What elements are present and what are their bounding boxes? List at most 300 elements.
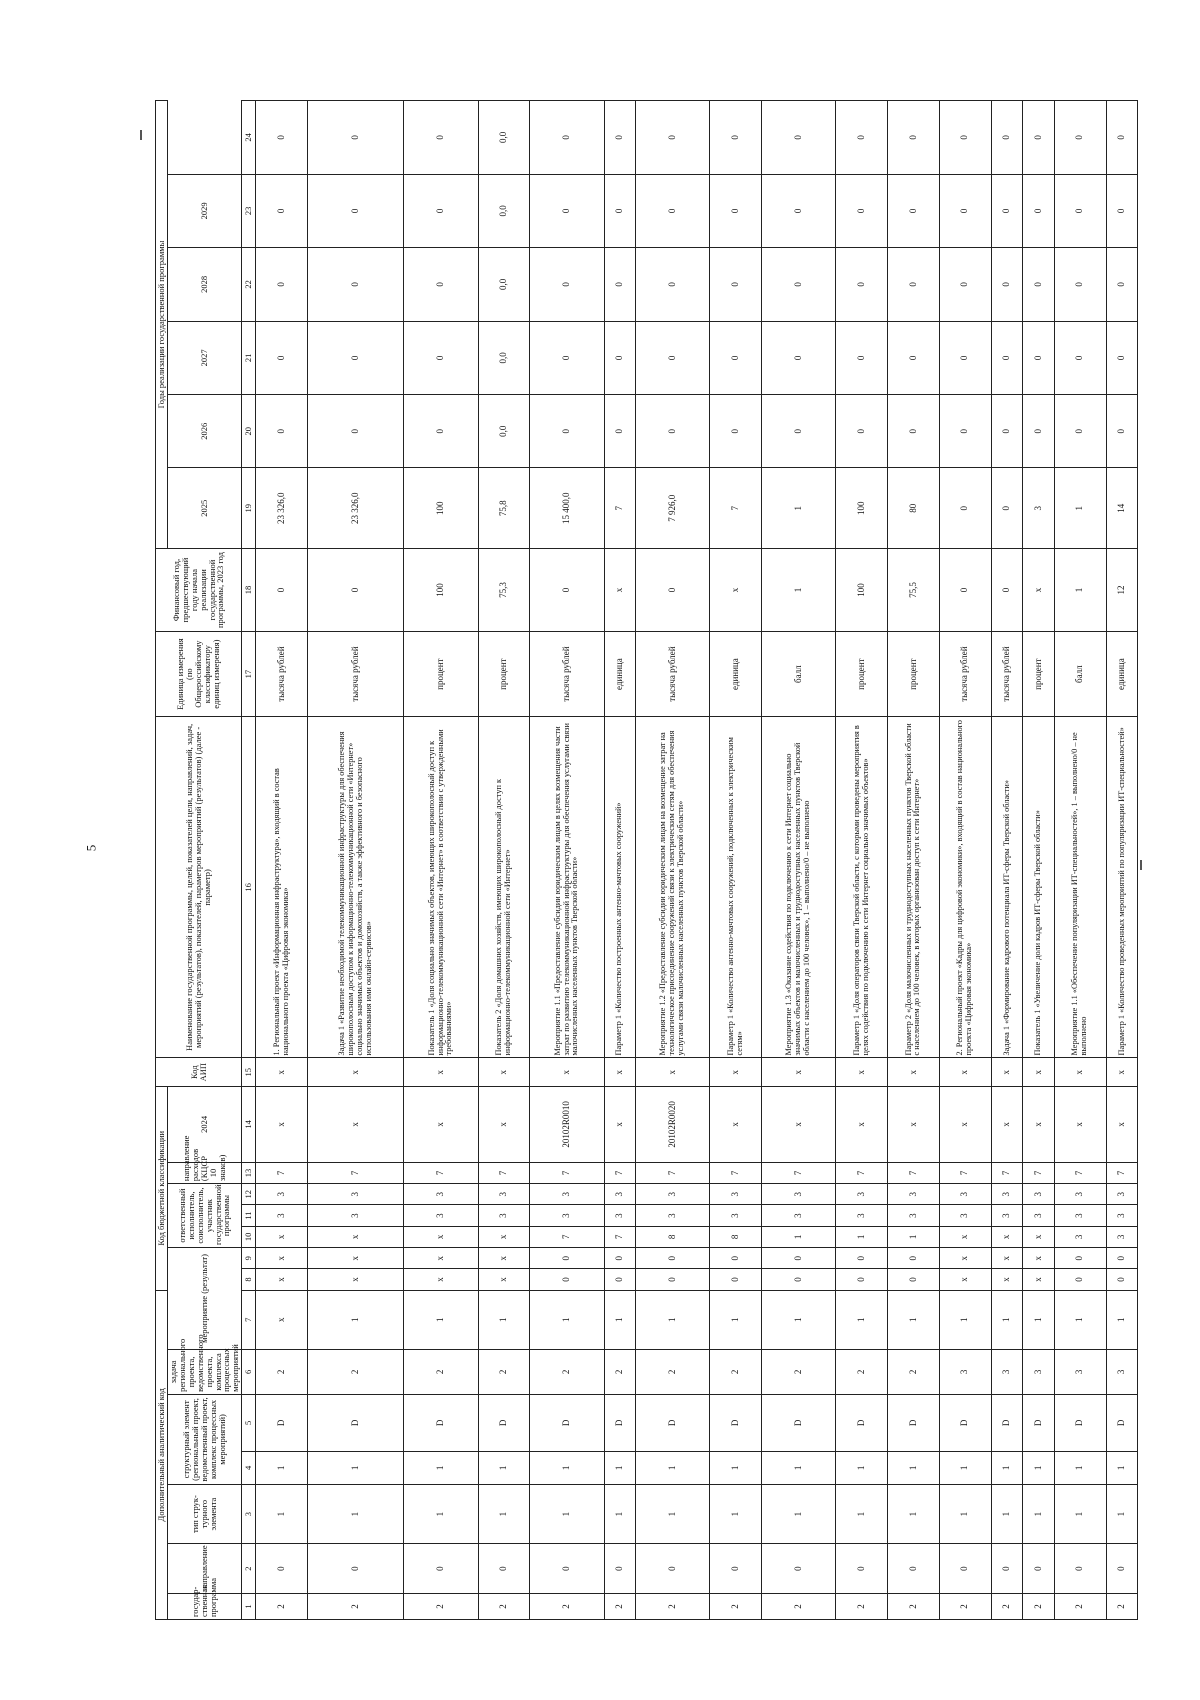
year-value-cell: 0	[710, 248, 762, 321]
code-cell: 2	[836, 1593, 888, 1619]
code-cell: D	[478, 1394, 530, 1451]
code-cell: 2	[939, 1593, 991, 1619]
code-cell: 3	[888, 1205, 940, 1226]
year-value-cell: 0	[1023, 321, 1055, 394]
code-cell: 3	[530, 1184, 604, 1205]
year-value-cell: 0	[762, 248, 836, 321]
code-cell: 1	[604, 1290, 636, 1349]
column-number: 10	[242, 1226, 256, 1247]
year-value-cell: 0	[256, 395, 308, 468]
code-cell: х	[991, 1226, 1023, 1247]
code-cell: 0	[478, 1544, 530, 1594]
column-number: 16	[242, 717, 256, 1058]
year-value-cell: 0	[939, 174, 991, 247]
year-value-cell: 0	[836, 321, 888, 394]
code-cell: 7	[939, 1162, 991, 1183]
code-cell: х	[256, 1248, 308, 1269]
year-value-cell: 0	[1023, 395, 1055, 468]
code-cell: х	[939, 1086, 991, 1162]
code-cell: 3	[530, 1205, 604, 1226]
code-cell: 7	[604, 1226, 636, 1247]
code-cell: 0	[762, 1544, 836, 1594]
code-cell: х	[256, 1290, 308, 1349]
year-value-cell: 0,0	[478, 248, 530, 321]
code-cell: 1	[604, 1451, 636, 1484]
year-value-cell: 0	[530, 321, 604, 394]
code-cell: 2	[308, 1349, 404, 1394]
unit-cell: единица	[710, 631, 762, 716]
code-cell: 1	[888, 1451, 940, 1484]
code-cell: х	[991, 1269, 1023, 1290]
header-year: 2027	[167, 321, 241, 394]
year-value-cell: 0	[604, 174, 636, 247]
scan-mark	[140, 130, 142, 140]
code-cell: 3	[1023, 1184, 1055, 1205]
header-meropr: мероприятие (результат)	[167, 1248, 241, 1350]
fin-year-cell: 12	[1106, 549, 1138, 632]
year-value-cell: 0	[604, 248, 636, 321]
code-cell: 2	[604, 1349, 636, 1394]
code-cell: 1	[939, 1451, 991, 1484]
code-cell: 3	[836, 1184, 888, 1205]
header-years-title: Годы реализации государственной программы	[156, 101, 168, 549]
code-cell: 0	[836, 1269, 888, 1290]
fin-year-cell: 0	[256, 549, 308, 632]
name-cell: Параметр 1 «Количество антенно-мачтовых сооружений, подключенных к электрическим сетям»	[710, 717, 762, 1058]
fin-year-cell: 75,5	[888, 549, 940, 632]
year-value-cell: 0	[636, 321, 710, 394]
code-cell: 7	[604, 1162, 636, 1183]
year-value-cell: 0	[939, 468, 991, 549]
year-value-cell: 0	[308, 101, 404, 175]
unit-cell: балл	[1054, 631, 1106, 716]
code-cell: 1	[1106, 1451, 1138, 1484]
column-number-row	[242, 101, 256, 1620]
fin-year-cell: 100	[404, 549, 478, 632]
name-cell: Задача 1 «Формирование кадрового потенциала ИТ-сферы Тверской области»	[991, 717, 1023, 1058]
column-number: 5	[242, 1394, 256, 1451]
code-cell: D	[888, 1394, 940, 1451]
code-cell: 7	[530, 1226, 604, 1247]
code-cell: 2	[604, 1593, 636, 1619]
header-rash: направление расходов (КЦСР 10 знаков)	[167, 1162, 241, 1183]
code-cell: х	[710, 1086, 762, 1162]
code-cell: 1	[836, 1290, 888, 1349]
fin-year-cell: 0	[530, 549, 604, 632]
code-cell: 2	[710, 1593, 762, 1619]
code-cell: х	[1023, 1058, 1055, 1086]
code-cell: х	[939, 1269, 991, 1290]
name-cell: 2. Региональный проект «Кадры для цифровой экономики», входящий в состав национального проекта «Цифровая экономика»	[939, 717, 991, 1058]
code-cell: 3	[710, 1205, 762, 1226]
header-year: 2029	[167, 174, 241, 247]
year-value-cell: 0	[991, 321, 1023, 394]
year-value-cell: 0	[1106, 248, 1138, 321]
year-value-cell: 0	[888, 174, 940, 247]
year-value-cell: 0	[836, 395, 888, 468]
code-cell: х	[991, 1086, 1023, 1162]
code-cell: 3	[404, 1184, 478, 1205]
code-cell: 3	[1054, 1226, 1106, 1247]
code-cell: 2	[762, 1593, 836, 1619]
code-cell: 0	[404, 1544, 478, 1594]
code-cell: 3	[404, 1205, 478, 1226]
header-tip: тип струк-турного элемента	[167, 1484, 241, 1543]
code-cell: 1	[530, 1290, 604, 1349]
unit-cell: балл	[762, 631, 836, 716]
code-cell: 0	[836, 1248, 888, 1269]
code-cell: х	[762, 1058, 836, 1086]
code-cell: х	[836, 1086, 888, 1162]
year-value-cell: 7	[604, 468, 636, 549]
year-value-cell: 0	[762, 321, 836, 394]
code-cell: 1	[710, 1451, 762, 1484]
table-row	[836, 101, 888, 1620]
year-value-cell: 3	[1023, 468, 1055, 549]
code-cell: х	[991, 1058, 1023, 1086]
code-cell: 8	[710, 1226, 762, 1247]
code-cell: 2	[530, 1349, 604, 1394]
code-cell: 3	[478, 1205, 530, 1226]
code-cell: 2	[478, 1593, 530, 1619]
code-cell: 1	[991, 1451, 1023, 1484]
code-cell: х	[888, 1086, 940, 1162]
code-cell: 0	[710, 1544, 762, 1594]
code-cell: х	[256, 1269, 308, 1290]
year-value-cell: 0,0	[478, 395, 530, 468]
code-cell: 1	[404, 1484, 478, 1543]
column-number: 9	[242, 1248, 256, 1269]
table-row	[404, 101, 478, 1620]
name-cell: Мероприятие 1.1 «Обеспечение популяризации ИТ-специальностей», 1 – выполнено/0 – не выполнено	[1054, 717, 1106, 1058]
code-cell: 1	[1106, 1484, 1138, 1543]
year-value-cell: 14	[1106, 468, 1138, 549]
year-value-cell: 0	[636, 174, 710, 247]
table-page	[155, 100, 1127, 1620]
year-value-cell: 0	[256, 321, 308, 394]
year-value-cell: 0	[991, 101, 1023, 175]
page-number: 5	[83, 844, 99, 852]
unit-cell: тысяча рублей	[991, 631, 1023, 716]
code-cell: х	[404, 1226, 478, 1247]
name-cell: Показатель 2 «Доля домашних хозяйств, имеющих широкополосный доступ к информационно-телекоммуникационной сети «Интернет»	[478, 717, 530, 1058]
code-cell: х	[1054, 1086, 1106, 1162]
column-number: 20	[242, 395, 256, 468]
code-cell: 3	[478, 1184, 530, 1205]
unit-cell: процент	[888, 631, 940, 716]
code-cell: х	[478, 1269, 530, 1290]
year-value-cell: 0	[836, 248, 888, 321]
code-cell: х	[308, 1269, 404, 1290]
header-otv: ответственный исполнитель, соисполнитель, участник государственной программы	[167, 1184, 241, 1248]
code-cell: х	[478, 1248, 530, 1269]
code-cell: 7	[308, 1162, 404, 1183]
code-cell: 0	[836, 1544, 888, 1594]
year-value-cell: 100	[404, 468, 478, 549]
table-rotated-container	[155, 100, 1127, 1620]
name-cell: Мероприятие 1.3 «Оказание содействия по подключению к сети Интернет социально значимых объектов и малочисленных и труднодоступных населенных пунктов Тверской области с населением до 100 человек», 1 – выполнено/0 – не выполнено	[762, 717, 836, 1058]
code-cell: х	[308, 1248, 404, 1269]
code-cell: 1	[604, 1484, 636, 1543]
year-value-cell: 0	[404, 174, 478, 247]
table-row	[636, 101, 710, 1620]
code-cell: 7	[478, 1162, 530, 1183]
code-cell: 1	[836, 1484, 888, 1543]
code-cell: 0	[604, 1248, 636, 1269]
column-number: 12	[242, 1184, 256, 1205]
table-row	[939, 101, 991, 1620]
header-name: Наименование государственной программы, целей, показателей цели, направлений, задач, мероприятий (результатов), показателей, параметров мероприятий (результатов) (далее - параметр)	[156, 717, 242, 1058]
year-value-cell: 0,0	[478, 174, 530, 247]
column-number: 24	[242, 101, 256, 175]
code-cell: х	[762, 1086, 836, 1162]
code-cell: 2	[636, 1593, 710, 1619]
code-cell: 7	[404, 1162, 478, 1183]
year-value-cell: 0	[256, 174, 308, 247]
table-row	[308, 101, 404, 1620]
unit-cell: единица	[604, 631, 636, 716]
code-cell: 7	[710, 1162, 762, 1183]
code-cell: 1	[939, 1290, 991, 1349]
code-cell: 2	[991, 1593, 1023, 1619]
code-cell: 0	[636, 1269, 710, 1290]
year-value-cell: 80	[888, 468, 940, 549]
code-cell: 7	[836, 1162, 888, 1183]
code-cell: 0	[1106, 1269, 1138, 1290]
unit-cell: тысяча рублей	[636, 631, 710, 716]
year-value-cell: 0	[404, 321, 478, 394]
code-cell: х	[1023, 1269, 1055, 1290]
code-cell: 1	[256, 1451, 308, 1484]
name-cell: Параметр 1 «Количество построенных антенно-мачтовых сооружений»	[604, 717, 636, 1058]
code-cell: D	[256, 1394, 308, 1451]
code-cell: х	[256, 1058, 308, 1086]
unit-cell: процент	[404, 631, 478, 716]
code-cell: х	[636, 1058, 710, 1086]
column-number: 15	[242, 1058, 256, 1086]
code-cell: 7	[991, 1162, 1023, 1183]
column-number: 23	[242, 174, 256, 247]
code-cell: 2	[888, 1593, 940, 1619]
year-value-cell: 0,0	[478, 321, 530, 394]
year-value-cell: 0	[1023, 101, 1055, 175]
code-cell: х	[1023, 1086, 1055, 1162]
code-cell: 0	[604, 1269, 636, 1290]
table-row	[256, 101, 308, 1620]
year-value-cell: 0	[710, 321, 762, 394]
code-cell: 1	[710, 1290, 762, 1349]
code-cell: х	[604, 1086, 636, 1162]
code-cell: 0	[991, 1544, 1023, 1594]
code-cell: 3	[1054, 1184, 1106, 1205]
unit-cell: тысяча рублей	[939, 631, 991, 716]
header-gp: государ-ственная программа	[167, 1593, 241, 1619]
code-cell: 3	[888, 1184, 940, 1205]
year-value-cell: 0	[530, 248, 604, 321]
year-value-cell: 0	[404, 395, 478, 468]
code-cell: 0	[530, 1269, 604, 1290]
code-cell: 2	[1106, 1593, 1138, 1619]
code-cell: 0	[710, 1248, 762, 1269]
fin-year-cell: 75,3	[478, 549, 530, 632]
year-value-cell: 0	[604, 321, 636, 394]
year-value-cell: 0	[1054, 395, 1106, 468]
header-dop-code: Дополнительный аналитический код	[156, 1290, 168, 1619]
code-cell: 1	[308, 1451, 404, 1484]
year-value-cell: 0	[636, 395, 710, 468]
year-value-cell: 0	[1106, 174, 1138, 247]
code-cell: 3	[939, 1205, 991, 1226]
code-cell: 0	[939, 1544, 991, 1594]
code-cell: D	[836, 1394, 888, 1451]
code-cell: 0	[604, 1544, 636, 1594]
code-cell: 1	[636, 1451, 710, 1484]
year-value-cell: 0	[710, 174, 762, 247]
code-cell: 7	[636, 1162, 710, 1183]
code-cell: 1	[478, 1290, 530, 1349]
year-value-cell: 0	[1106, 395, 1138, 468]
column-number: 13	[242, 1162, 256, 1183]
column-number: 4	[242, 1451, 256, 1484]
code-cell: 2	[308, 1593, 404, 1619]
code-cell: 1	[404, 1290, 478, 1349]
code-cell: 3	[308, 1184, 404, 1205]
code-cell: 1	[530, 1484, 604, 1543]
code-cell: 7	[530, 1162, 604, 1183]
name-cell: Параметр 1 «Доля операторов связи Тверской области, с которыми проведены мероприятия в целях содействия по подключению к сети Интернет социально значимых объектов»	[836, 717, 888, 1058]
code-cell: 1	[1023, 1451, 1055, 1484]
header-year: 2026	[167, 395, 241, 468]
name-cell: Мероприятие 1.1 «Предоставление субсидии юридическим лицам в целях возмещения части затрат по развитию телекоммуникационной инфраструктуры для обеспечения услугами связи малочисленных населенных пунктов Тверской области»	[530, 717, 604, 1058]
year-value-cell: 0	[888, 101, 940, 175]
code-cell: х	[478, 1226, 530, 1247]
code-cell: 1	[530, 1451, 604, 1484]
column-number: 11	[242, 1205, 256, 1226]
year-value-cell: 0	[888, 248, 940, 321]
fin-year-cell: х	[1023, 549, 1055, 632]
year-value-cell: 0	[1054, 248, 1106, 321]
code-cell: 0	[636, 1544, 710, 1594]
code-cell: 0	[256, 1544, 308, 1594]
unit-cell: процент	[1023, 631, 1055, 716]
year-value-cell: 0	[710, 395, 762, 468]
code-cell: 3	[1106, 1205, 1138, 1226]
column-number: 14	[242, 1086, 256, 1162]
code-cell: D	[636, 1394, 710, 1451]
fin-year-cell: 1	[762, 549, 836, 632]
code-cell: 3	[991, 1349, 1023, 1394]
code-cell: 1	[836, 1226, 888, 1247]
code-cell: 1	[1054, 1451, 1106, 1484]
fin-year-cell: х	[604, 549, 636, 632]
code-cell: D	[1054, 1394, 1106, 1451]
code-cell: 3	[836, 1205, 888, 1226]
code-cell: 3	[636, 1184, 710, 1205]
code-cell: х	[1106, 1058, 1138, 1086]
header-budget-code: Код бюджетной классификации	[156, 1086, 168, 1290]
code-cell: 2	[404, 1593, 478, 1619]
year-value-cell: 0	[991, 248, 1023, 321]
code-cell: D	[991, 1394, 1023, 1451]
code-cell: х	[404, 1248, 478, 1269]
year-value-cell: 0	[308, 174, 404, 247]
code-cell: 2	[710, 1349, 762, 1394]
code-cell: 0	[530, 1248, 604, 1269]
code-cell: 7	[1106, 1162, 1138, 1183]
fin-year-cell: 0	[636, 549, 710, 632]
code-cell: 1	[762, 1290, 836, 1349]
year-value-cell: 0	[991, 395, 1023, 468]
code-cell: х	[530, 1058, 604, 1086]
code-cell: D	[710, 1394, 762, 1451]
column-number: 21	[242, 321, 256, 394]
code-cell: 3	[604, 1184, 636, 1205]
year-value-cell: 23 326,0	[256, 468, 308, 549]
year-value-cell: 0	[762, 395, 836, 468]
code-cell: х	[478, 1058, 530, 1086]
code-cell: х	[710, 1058, 762, 1086]
code-cell: 0	[1054, 1269, 1106, 1290]
code-cell: х	[404, 1086, 478, 1162]
header-year: 2024	[167, 1086, 241, 1162]
code-cell: 1	[478, 1451, 530, 1484]
column-number: 8	[242, 1269, 256, 1290]
table-row	[888, 101, 940, 1620]
code-cell: 2	[762, 1349, 836, 1394]
column-number: 2	[242, 1544, 256, 1594]
code-cell: D	[308, 1394, 404, 1451]
code-cell: х	[1106, 1086, 1138, 1162]
code-cell: х	[836, 1058, 888, 1086]
year-value-cell: 0	[308, 321, 404, 394]
year-value-cell: 0	[939, 321, 991, 394]
year-value-cell: 0	[404, 248, 478, 321]
name-cell: Параметр 1 «Количество проведенных мероприятий по популяризации ИТ-специальностей»	[1106, 717, 1138, 1058]
code-cell: 0	[530, 1544, 604, 1594]
code-cell: 1	[1023, 1484, 1055, 1543]
code-cell: х	[478, 1086, 530, 1162]
year-value-cell: 0	[836, 101, 888, 175]
code-cell: D	[1023, 1394, 1055, 1451]
unit-cell: единица	[1106, 631, 1138, 716]
code-cell: 2	[888, 1349, 940, 1394]
year-value-cell: 0	[308, 248, 404, 321]
code-cell: 1	[991, 1290, 1023, 1349]
code-cell: 1	[888, 1484, 940, 1543]
code-cell: 1	[308, 1484, 404, 1543]
code-cell: 0	[636, 1248, 710, 1269]
header-year: 2028	[167, 248, 241, 321]
year-value-cell: 0	[991, 468, 1023, 549]
year-value-cell: 0	[530, 395, 604, 468]
year-value-cell: 0	[991, 174, 1023, 247]
code-cell: 2	[530, 1593, 604, 1619]
year-value-cell: 0	[939, 101, 991, 175]
code-cell: 3	[256, 1205, 308, 1226]
unit-cell: тысяча рублей	[256, 631, 308, 716]
code-cell: 2	[256, 1349, 308, 1394]
code-cell: х	[404, 1269, 478, 1290]
code-cell: 0	[762, 1248, 836, 1269]
code-cell: 2	[636, 1349, 710, 1394]
table-row	[478, 101, 530, 1620]
table-row	[762, 101, 836, 1620]
year-value-cell: 0	[1054, 321, 1106, 394]
code-cell: х	[939, 1226, 991, 1247]
code-cell: х	[888, 1058, 940, 1086]
code-cell: 3	[991, 1205, 1023, 1226]
year-value-cell: 0	[604, 101, 636, 175]
